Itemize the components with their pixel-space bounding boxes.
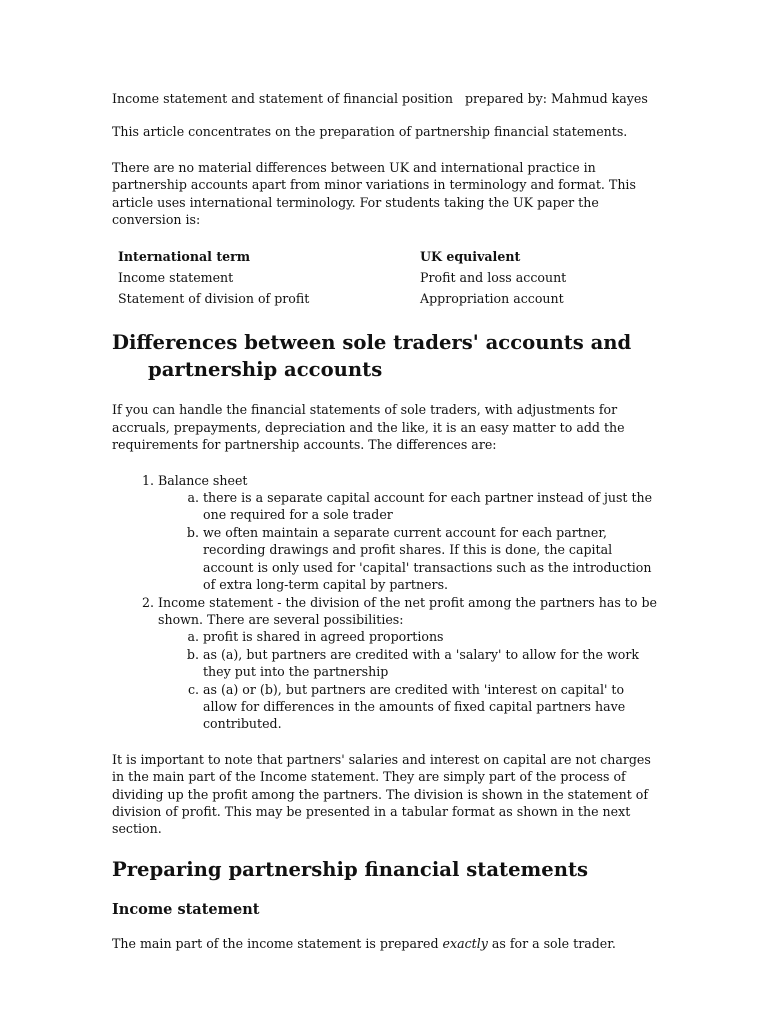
table-header-row <box>112 246 657 267</box>
terminology-table <box>112 246 657 309</box>
table-row <box>112 267 657 288</box>
differences-list <box>112 472 657 733</box>
document-header <box>112 90 657 107</box>
text-after-emphasis: as for a sole trader. <box>487 935 616 951</box>
table-cell: Statement of division of profit <box>118 291 310 307</box>
sub-list-item: c. as (a) or (b), but partners are credited with 'interest on capital' to allow for differences in the amounts of fixed capital partners have contributed. <box>203 681 657 733</box>
sub-list-item: b. as (a), but partners are credited with a 'salary' to allow for the work they put into the partnership <box>203 646 657 681</box>
sub-list-item: a. there is a separate capital account for each partner instead of just the one required for a sole trader <box>203 489 657 524</box>
subheading-income-statement: Income statement <box>112 900 260 918</box>
uk-conversion-paragraph: There are no material differences between UK and international practice in partnership accounts apart from minor variations in terminology and format. This article uses international terminology. For students taking the UK paper the conversion is: <box>112 159 636 228</box>
table-cell: Profit and loss account <box>420 270 567 286</box>
list-item <box>158 472 657 594</box>
document-page <box>112 90 657 952</box>
sub-list <box>158 489 657 593</box>
section-heading-differences: Differences between sole traders' accounts and partnership accounts <box>112 331 632 382</box>
closing-paragraph: It is important to note that partners' salaries and interest on capital are not charges in the main part of the Income statement. They are simply part of the process of dividing up the profit among the partners. The division is shown in the statement of division of profit. This may be presented in a tabular format as shown in the next section. <box>112 751 651 837</box>
income-statement-paragraph <box>112 935 657 952</box>
document-author: prepared by: Mahmud kayes <box>464 91 648 106</box>
sub-list-item: b. we often maintain a separate current account for each partner, recording drawings and profit shares. If this is done, the capital account is only used for 'capital' transactions such as the introduction of extra long-term capital by partners. <box>203 524 657 594</box>
table-cell: Appropriation account <box>420 291 564 307</box>
table-row <box>112 288 657 309</box>
table-cell: Income statement <box>118 270 234 286</box>
section-heading-preparing: Preparing partnership financial statements <box>112 857 589 881</box>
text-before-emphasis: The main part of the income statement is prepared <box>112 935 443 951</box>
sub-list <box>158 628 657 732</box>
table-header-uk: UK equivalent <box>420 249 521 265</box>
list-item-text: Balance sheet <box>158 472 248 488</box>
document-title: Income statement and statement of financial position <box>112 91 453 106</box>
emphasis-exactly: exactly <box>442 935 488 951</box>
table-header-international: International term <box>118 249 251 265</box>
sub-list-item: a. profit is shared in agreed proportions <box>203 628 657 645</box>
differences-intro-paragraph: If you can handle the financial statements of sole traders, with adjustments for accruals, prepayments, depreciation and the like, it is an easy matter to add the requirements for partnership accounts. The differences are: <box>112 402 625 453</box>
list-item-text: Income statement - the division of the net profit among the partners has to be shown. There are several possibilities: <box>158 594 657 627</box>
list-item <box>158 594 657 733</box>
intro-paragraph: This article concentrates on the preparation of partnership financial statements. <box>112 124 628 140</box>
